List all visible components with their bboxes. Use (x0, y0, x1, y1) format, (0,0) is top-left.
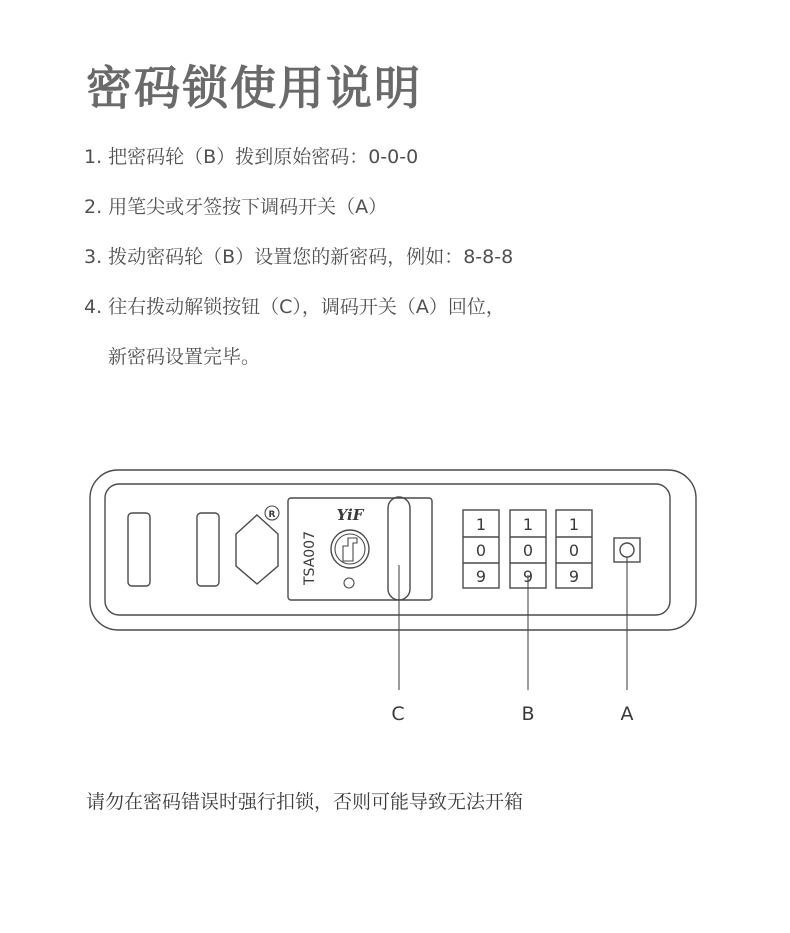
instruction-step-2: 2. 用笔尖或牙签按下调码开关（A） (84, 196, 388, 218)
warning-text: 请勿在密码错误时强行扣锁，否则可能导致无法开箱 (86, 791, 524, 813)
label-b: B (521, 703, 535, 725)
wheel-1-top-digit: 1 (475, 515, 487, 534)
wheel-3-bottom-digit: 9 (568, 567, 580, 586)
page-title: 密码锁使用说明 (86, 61, 422, 115)
label-a: A (620, 703, 634, 725)
lock-outer-body (90, 470, 696, 630)
wheel-2-top-digit: 1 (522, 515, 534, 534)
instruction-step-3: 3. 拨动密码轮（B）设置您的新密码，例如：8-8-8 (84, 246, 514, 268)
wheel-3-middle-digit: 0 (568, 541, 580, 560)
key-pin-hole (344, 578, 354, 588)
tsa-keyhole-outer (331, 530, 369, 568)
key-slot-icon (343, 538, 357, 561)
wheel-2-middle-digit: 0 (522, 541, 534, 560)
instruction-step-1: 1. 把密码轮（B）拨到原始密码：0-0-0 (84, 146, 419, 168)
instruction-step-4-continued: 新密码设置完毕。 (108, 346, 261, 368)
wheel-3-top-digit: 1 (568, 515, 580, 534)
wheel-1-middle-digit: 0 (475, 541, 487, 560)
hexagon-logo (236, 515, 278, 584)
model-number: TSA007 (302, 531, 318, 585)
brand-logo: YiF (336, 506, 364, 524)
instruction-step-4: 4. 往右拨动解锁按钮（C），调码开关（A）回位， (84, 296, 505, 318)
mount-slot-left (128, 513, 150, 586)
wheel-1-bottom-digit: 9 (475, 567, 487, 586)
reset-switch-a[interactable] (620, 543, 634, 557)
registered-mark-letter: R (268, 510, 276, 520)
label-c: C (391, 703, 405, 725)
wheel-2-bottom-digit: 9 (522, 567, 534, 586)
mount-slot-right (197, 513, 219, 586)
